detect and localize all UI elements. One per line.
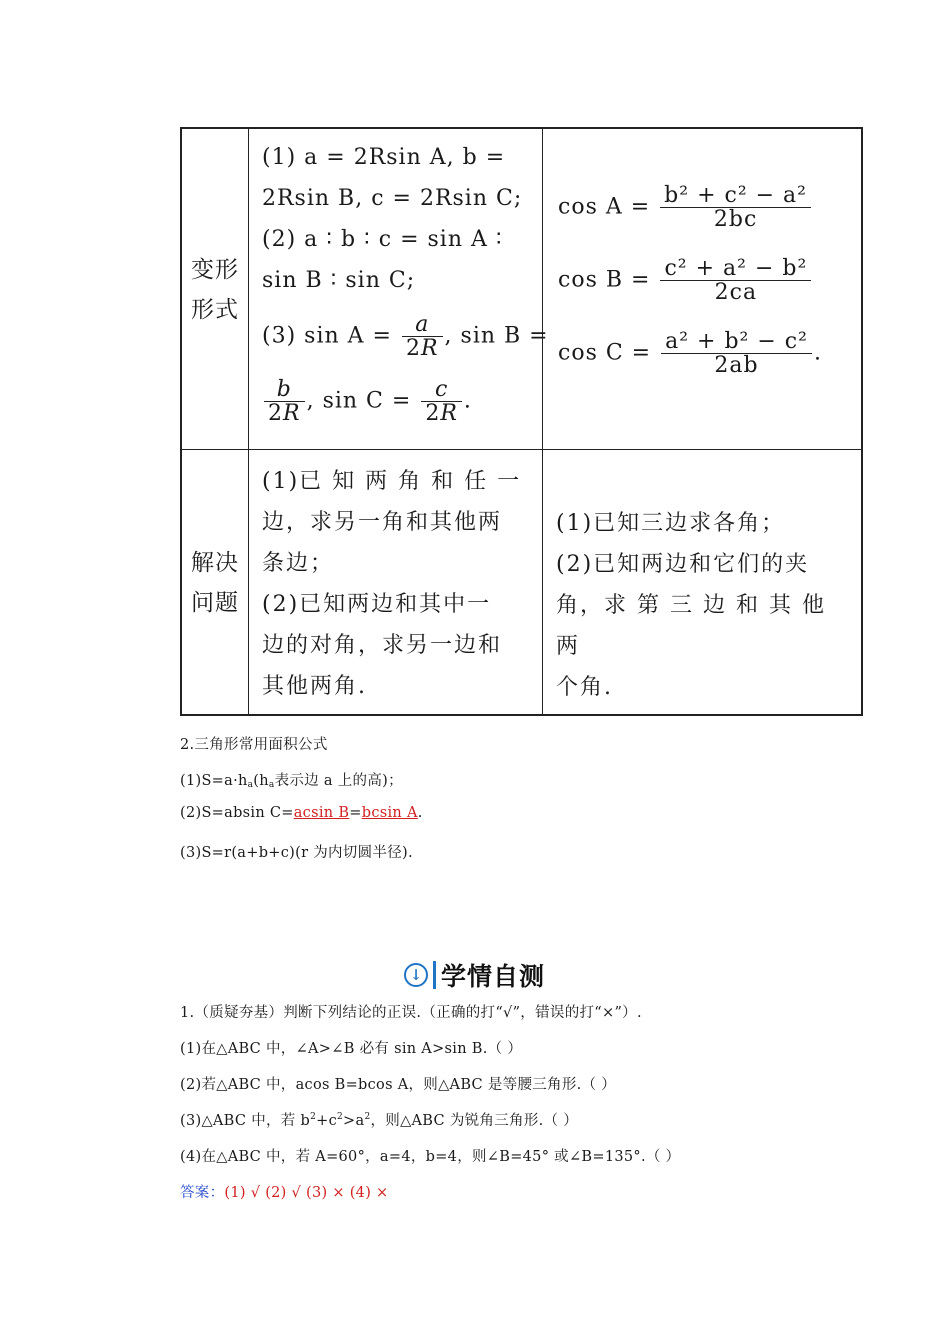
- row-head-line: 解决: [191, 550, 239, 576]
- cos-b-fraction: [660, 257, 811, 304]
- section-title: 学情自测: [441, 962, 546, 991]
- quiz-statement-1: (1)在△ABC 中，∠A>∠B 必有 sin A>sin B.（ ）: [180, 1041, 523, 1057]
- cos-den: 2ca: [714, 280, 758, 306]
- arrow-down-circle-icon: ↓: [404, 963, 428, 987]
- cos-num: c² + a² − b²: [660, 257, 811, 281]
- quiz-answer: [180, 1181, 389, 1202]
- answer-marks: (1) √ (2) √ (3) × (4) ×: [224, 1185, 389, 1201]
- solve-line: 角，求 第 三 边 和 其 他 两: [556, 593, 826, 659]
- cos-den: 2ab: [714, 353, 759, 379]
- section-header: [404, 955, 545, 995]
- quiz-question: 1.（质疑夯基）判断下列结论的正误.（正确的打“√”，错误的打“×”）.: [180, 1005, 642, 1021]
- cosine-solve-cell: [556, 503, 856, 708]
- row-head-line: 形式: [191, 297, 239, 323]
- f2-end: .: [417, 805, 423, 821]
- row-head-line: 问题: [191, 590, 239, 616]
- table-divider: [248, 129, 249, 714]
- f1-paren: (h: [253, 773, 269, 789]
- cos-end: .: [813, 340, 822, 366]
- row-head-solve: [182, 543, 248, 623]
- solve-line: (1)已知三边求各角；: [556, 511, 786, 536]
- sine-line-6: [262, 378, 532, 425]
- f1-subscript: a: [268, 780, 275, 790]
- quiz-statement-2: (2)若△ABC 中，acos B=bcos A，则△ABC 是等腰三角形.（ ）: [180, 1077, 617, 1093]
- sine-solve-cell: [262, 461, 532, 707]
- area-formula-1: [180, 769, 403, 790]
- f2-prefix: (2)S=: [180, 805, 225, 821]
- sine-line-5: [262, 312, 549, 362]
- sine-ratio-mid: , sin C =: [306, 388, 412, 414]
- solve-line: 条边；: [262, 551, 335, 576]
- fraction-a-2R: $\frac{a}{2R}$: [402, 313, 443, 360]
- fraction-c-2R: $\frac{c}{2R}$: [421, 378, 462, 425]
- solve-line: 边的对角，求另一边和: [262, 633, 503, 658]
- cos-label: cos B =: [558, 267, 651, 293]
- s3-suffix: ，则△ABC 为锐角三角形.（ ）: [370, 1113, 579, 1129]
- cos-a-fraction: [660, 184, 811, 231]
- cos-c-fraction: [661, 330, 812, 377]
- f1-subscript: a: [247, 780, 254, 790]
- s3-mid: +c: [316, 1113, 337, 1129]
- sine-line-4: sin B ∶ sin C;: [262, 268, 416, 293]
- table-divider: [542, 129, 543, 714]
- f1-rest: 表示边 a 上的高)；: [274, 773, 403, 789]
- cos-label: cos C =: [558, 340, 652, 366]
- cosine-transform-cell: [544, 129, 862, 447]
- sine-ratio-prefix: (3) sin A =: [262, 323, 392, 349]
- f1-text: a·h: [224, 773, 248, 789]
- row-head-line: 变形: [191, 257, 239, 283]
- solve-line: 边，求另一角和其他两: [262, 510, 503, 535]
- section-divider: [433, 961, 436, 989]
- cos-num: a² + b² − c²: [661, 330, 812, 354]
- sine-ratio-mid: , sin B =: [444, 323, 549, 349]
- answer-blank-2: bcsin A: [361, 805, 418, 821]
- sine-transform-cell: [262, 137, 549, 427]
- table-divider: [182, 449, 861, 450]
- cos-label: cos A =: [558, 194, 651, 220]
- f2-equals: =: [349, 805, 362, 821]
- cos-a-formula: [558, 184, 813, 231]
- solve-line: (2)已知两边和它们的夹: [556, 552, 810, 577]
- f2-main: absin C=: [224, 805, 294, 821]
- area-formula-2: [180, 805, 423, 821]
- answer-label: 答案：: [180, 1185, 225, 1201]
- s3-prefix: (3)△ABC 中，若 b: [180, 1113, 311, 1129]
- cos-num: b² + c² − a²: [660, 184, 811, 208]
- area-formula-3: (3)S=r(a+b+c)(r 为内切圆半径).: [180, 845, 413, 861]
- answer-blank-1: acsin B: [293, 805, 350, 821]
- s3-mid: >a: [343, 1113, 365, 1129]
- sine-line-1: (1) a = 2Rsin A, b =: [262, 145, 506, 170]
- sine-line-3: (2) a ∶ b ∶ c = sin A ∶: [262, 227, 503, 252]
- solve-line: 个角.: [556, 675, 613, 700]
- cos-den: 2bc: [713, 207, 758, 233]
- solve-line: 其他两角.: [262, 674, 367, 699]
- sine-ratio-end: .: [463, 388, 472, 414]
- area-title: 2.三角形常用面积公式: [180, 737, 328, 753]
- sine-line-2: 2Rsin B, c = 2Rsin C;: [262, 186, 523, 211]
- row-head-transform: [182, 250, 248, 330]
- f1-prefix: (1)S=: [180, 773, 225, 789]
- solve-line: (2)已知两边和其中一: [262, 592, 492, 617]
- solve-line: (1)已 知 两 角 和 任 一: [262, 469, 522, 494]
- cos-b-formula: [558, 257, 813, 304]
- quiz-statement-4: (4)在△ABC 中，若 A=60°，a=4，b=4，则∠B=45° 或∠B=135°.（ ）: [180, 1149, 681, 1165]
- cos-c-formula: [558, 330, 822, 377]
- quiz-statement-3: (3)△ABC 中，若 $b^2+c^2>a^2$，则△ABC 为锐角三角形.（ ）: [180, 1112, 579, 1129]
- fraction-b-2R: $\frac{b}{2R}$: [264, 378, 305, 425]
- formula-table: [180, 127, 863, 716]
